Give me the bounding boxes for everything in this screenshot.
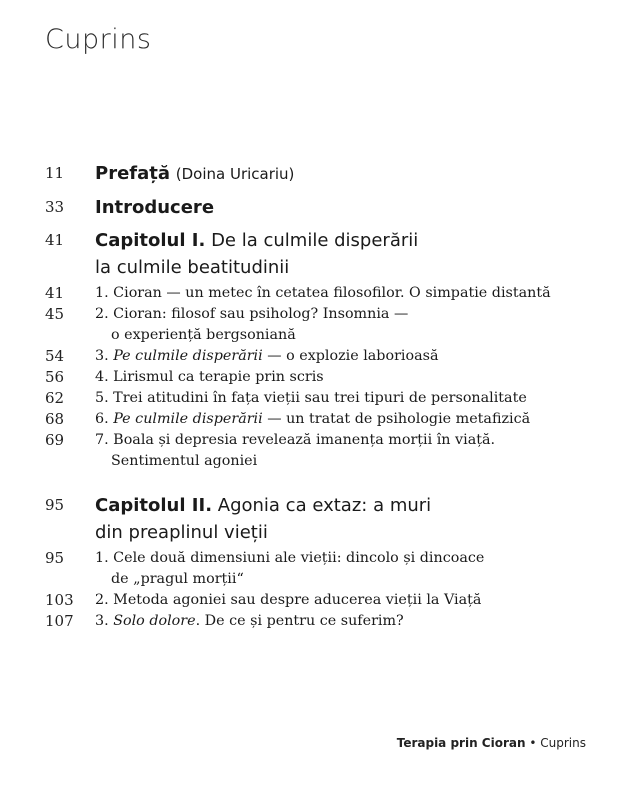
toc-entry[interactable] <box>45 492 605 546</box>
entry-text-cont: o experiență bergsoniană <box>111 327 296 343</box>
chapter-title-cont: la culmile beatitudinii <box>95 257 290 278</box>
toc-entry[interactable] <box>45 548 605 590</box>
toc-entry[interactable] <box>45 194 605 221</box>
page-number: 41 <box>45 231 65 249</box>
chapter-title: De la culmile disperării <box>205 230 419 251</box>
section-subtitle: (Doina Uricariu) <box>175 165 295 183</box>
toc-entry[interactable] <box>45 304 605 346</box>
page-number: 41 <box>45 284 65 302</box>
toc-entry[interactable] <box>45 160 605 188</box>
entry-text: 7. Boala și depresia revelează imanența morții în viață. <box>95 432 496 448</box>
toc-entry[interactable] <box>45 346 605 367</box>
toc-entry[interactable] <box>45 367 605 388</box>
page-number: 95 <box>45 496 65 514</box>
entry-text: — un tratat de psihologie metafizică <box>262 411 531 427</box>
running-footer <box>397 736 586 750</box>
chapter-title: Agonia ca extaz: a muri <box>212 495 432 516</box>
toc-entry[interactable] <box>45 590 605 611</box>
toc-entry[interactable] <box>45 611 605 632</box>
chapter-title-cont: din preaplinul vieții <box>95 522 268 543</box>
page-number: 54 <box>45 347 65 365</box>
footer-section: Cuprins <box>540 736 586 750</box>
entry-text: 2. Metoda agoniei sau despre aducerea vieții la Viață <box>95 592 482 608</box>
toc-entry[interactable] <box>45 283 605 304</box>
book-title: Solo dolore <box>113 613 196 629</box>
page-title: Cuprins <box>45 24 152 55</box>
entry-number: 3. <box>95 613 109 629</box>
toc-entry[interactable] <box>45 388 605 409</box>
entry-number: 3. <box>95 348 109 364</box>
entry-text: 1. Cele două dimensiuni ale vieții: dincolo și dincoace <box>95 550 485 566</box>
table-of-contents <box>45 160 605 632</box>
chapter-label: Capitolul II. <box>95 495 213 516</box>
entry-text: 2. Cioran: filosof sau psiholog? Insomnia — <box>95 306 409 322</box>
section-title: Introducere <box>95 197 215 218</box>
footer-book-title: Terapia prin Cioran <box>396 736 526 750</box>
chapter-label: Capitolul I. <box>95 230 206 251</box>
entry-text: 5. Trei atitudini în fața vieții sau trei tipuri de personalitate <box>95 390 527 406</box>
page-number: 56 <box>45 368 65 386</box>
page-number: 11 <box>45 164 65 182</box>
toc-entry[interactable] <box>45 227 605 281</box>
page-number: 62 <box>45 389 65 407</box>
page-number: 107 <box>45 612 74 630</box>
book-title: Pe culmile disperării <box>113 348 263 364</box>
page-number: 33 <box>45 198 65 216</box>
entry-text-cont: Sentimentul agoniei <box>111 453 258 469</box>
page-number: 103 <box>45 591 74 609</box>
section-title: Prefață <box>95 163 171 184</box>
page-number: 45 <box>45 305 65 323</box>
book-title: Pe culmile disperării <box>113 411 263 427</box>
entry-text-cont: de „pragul morții“ <box>111 571 244 587</box>
entry-text: 1. Cioran — un metec în cetatea filosofilor. O simpatie distantă <box>95 285 551 301</box>
entry-text: — o explozie laborioasă <box>262 348 439 364</box>
entry-text: 4. Lirismul ca terapie prin scris <box>95 369 324 385</box>
page-number: 69 <box>45 431 65 449</box>
footer-bullet: • <box>529 736 537 750</box>
entry-text: . De ce și pentru ce suferim? <box>195 613 404 629</box>
page-number: 95 <box>45 549 65 567</box>
toc-entry[interactable] <box>45 430 605 472</box>
page-number: 68 <box>45 410 65 428</box>
toc-entry[interactable] <box>45 409 605 430</box>
entry-number: 6. <box>95 411 109 427</box>
